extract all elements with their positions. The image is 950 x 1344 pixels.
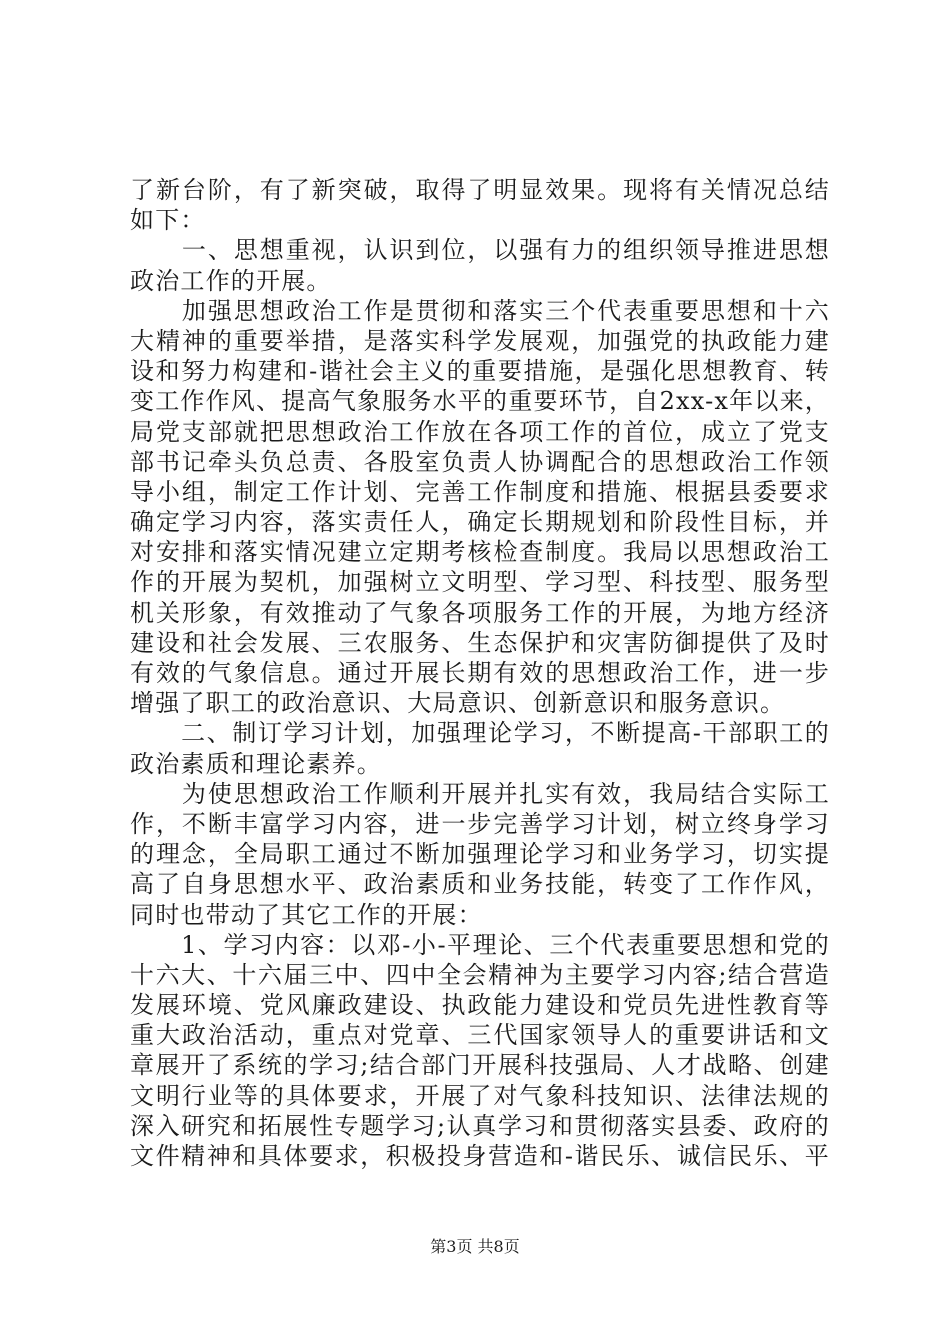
text-line: 如下： [130, 206, 206, 235]
text-line: 变工作作风、提高气象服务水平的重要环节，自2xx-x年以来， [130, 387, 830, 416]
text-line: 二、制订学习计划，加强理论学习，不断提高-干部职工的 [130, 719, 830, 748]
text-line: 增强了职工的政治意识、大局意识、创新意识和服务意识。 [130, 689, 786, 718]
text-line: 建设和社会发展、三农服务、生态保护和灾害防御提供了及时 [130, 628, 830, 657]
text-line: 设和努力构建和-谐社会主义的重要措施，是强化思想教育、转 [130, 357, 830, 386]
text-line: 机关形象，有效推动了气象各项服务工作的开展，为地方经济 [130, 598, 830, 627]
text-line: 有效的气象信息。通过开展长期有效的思想政治工作，进一步 [130, 659, 830, 687]
text-line: 部书记牵头负总责、各股室负责人协调配合的思想政治工作领 [130, 447, 830, 476]
text-line: 确定学习内容，落实责任人，确定长期规划和阶段性目标，并 [130, 508, 830, 537]
text-line: 作的开展为契机，加强树立文明型、学习型、科技型、服务型 [130, 568, 830, 597]
text-line: 的理念，全局职工通过不断加强理论学习和业务学习，切实提 [130, 840, 830, 869]
text-line: 1、学习内容：以邓-小-平理论、三个代表重要思想和党的 [130, 930, 830, 959]
text-line: 局党支部就把思想政治工作放在各项工作的首位，成立了党支 [130, 417, 830, 446]
text-line: 加强思想政治工作是贯彻和落实三个代表重要思想和十六 [130, 296, 830, 325]
text-line: 对安排和落实情况建立定期考核检查制度。我局以思想政治工 [130, 538, 830, 567]
text-line: 发展环境、党风廉政建设、执政能力建设和党员先进性教育等 [130, 991, 830, 1020]
text-line: 高了自身思想水平、政治素质和业务技能，转变了工作作风， [130, 870, 830, 899]
text-line: 大精神的重要举措，是落实科学发展观，加强党的执政能力建 [130, 326, 830, 355]
text-line: 十六大、十六届三中、四中全会精神为主要学习内容;结合营造 [130, 960, 830, 989]
text-line: 同时也带动了其它工作的开展： [130, 900, 483, 929]
text-line: 政治工作的开展。 [130, 266, 332, 295]
text-line: 深入研究和拓展性专题学习;认真学习和贯彻落实县委、政府的 [130, 1111, 830, 1140]
text-line: 作，不断丰富学习内容，进一步完善学习计划，树立终身学习 [130, 809, 830, 838]
document-body [130, 175, 830, 1171]
text-line: 导小组，制定工作计划、完善工作制度和措施、根据县委要求 [130, 477, 830, 506]
text-line: 为使思想政治工作顺利开展并扎实有效，我局结合实际工 [130, 779, 830, 808]
text-line: 文明行业等的具体要求，开展了对气象科技知识、法律法规的 [130, 1081, 830, 1110]
text-line: 章展开了系统的学习;结合部门开展科技强局、人才战略、创建 [130, 1051, 830, 1080]
text-line: 一、思想重视，认识到位，以强有力的组织领导推进思想 [130, 236, 830, 265]
page-footer: 第3页 共8页 [430, 1237, 520, 1256]
text-line: 了新台阶，有了新突破，取得了明显效果。现将有关情况总结 [130, 176, 830, 204]
text-line: 文件精神和具体要求，积极投身营造和-谐民乐、诚信民乐、平 [130, 1142, 830, 1170]
text-line: 政治素质和理论素养。 [130, 749, 382, 778]
text-line: 重大政治活动，重点对党章、三代国家领导人的重要讲话和文 [130, 1021, 830, 1050]
